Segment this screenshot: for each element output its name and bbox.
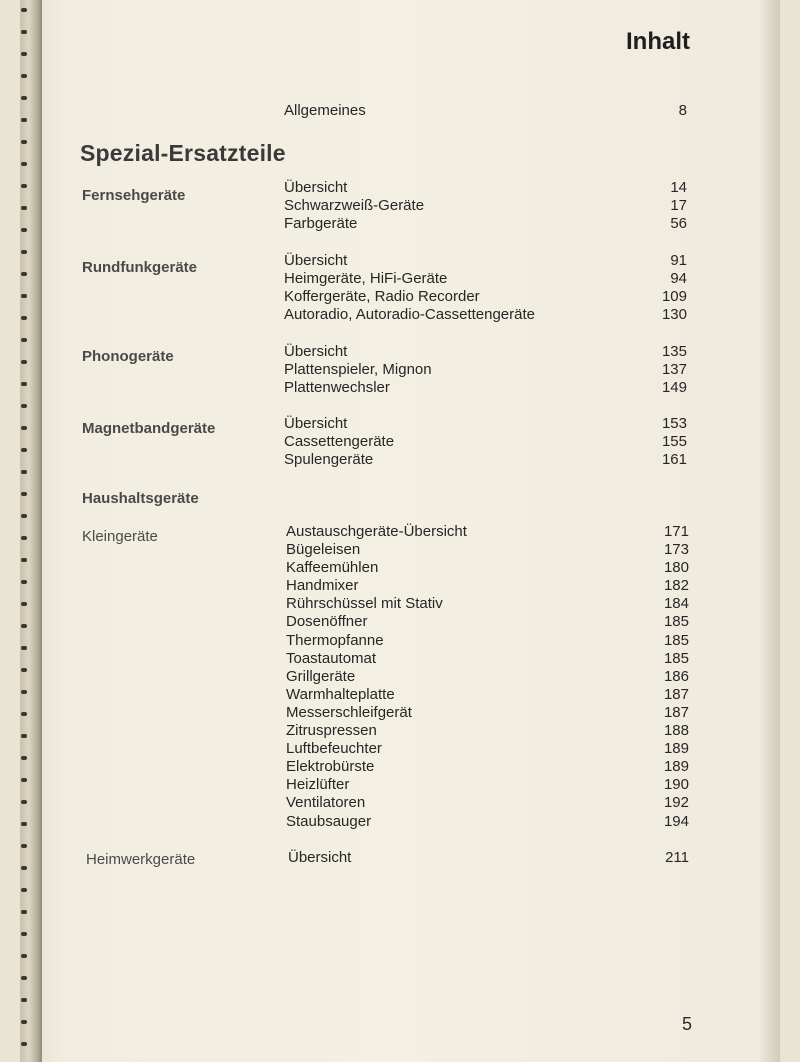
category-haushaltsgeraete: Haushaltsgeräte: [82, 490, 199, 507]
entry-label: Dosenöffner: [286, 613, 368, 631]
entry-label: Übersicht: [284, 415, 348, 432]
binding-hole: [21, 514, 27, 518]
entry-label: Autoradio, Autoradio-Cassettengeräte: [284, 306, 535, 324]
toc-entry: [284, 451, 687, 469]
entry-label: Koffergeräte, Radio Recorder: [284, 288, 480, 306]
entry-label: Übersicht: [284, 252, 348, 269]
binding-hole: [21, 184, 27, 188]
entry-label: Warmhalteplatte: [286, 685, 395, 703]
toc-entry: [284, 252, 687, 270]
toc-entry: [284, 306, 687, 324]
toc-entry: [284, 343, 687, 361]
entries-fernsehgeraete: [284, 179, 687, 233]
binding-hole: [21, 360, 27, 364]
toc-entry: [286, 686, 689, 704]
entry-label: Plattenwechsler: [284, 379, 390, 397]
entry-page: 190: [663, 776, 689, 794]
entry-label: Schwarzweiß-Geräte: [284, 197, 425, 215]
binding-hole: [21, 712, 27, 716]
toc-entry: [284, 415, 687, 433]
binding-hole: [21, 734, 27, 738]
entry-page: 91: [670, 252, 687, 269]
entry-page: 135: [661, 343, 687, 360]
toc-entry: [284, 433, 687, 451]
binding-hole: [21, 8, 27, 12]
binding-hole: [21, 162, 27, 166]
binding-hole: [21, 866, 27, 870]
document-page: [20, 0, 780, 1062]
binding-hole: [21, 470, 27, 474]
entry-page: 194: [663, 812, 689, 830]
toc-entry: [284, 102, 687, 120]
entry-label: Luftbefeuchter: [286, 740, 382, 758]
entry-page: 185: [663, 631, 689, 649]
entry-label: Bügeleisen: [286, 541, 361, 559]
binding-hole: [21, 888, 27, 892]
toc-entry: [286, 523, 689, 541]
binding-hole: [21, 998, 27, 1002]
entry-label: Ventilatoren: [286, 794, 366, 812]
entry-label: Grillgeräte: [286, 667, 356, 685]
binding-hole: [21, 910, 27, 914]
entries-phonogeraete: [284, 343, 687, 397]
binding-hole: [21, 228, 27, 232]
section-title: Spezial-Ersatzteile: [80, 140, 286, 166]
entry-page: 109: [661, 288, 687, 306]
entry-label: Handmixer: [286, 577, 359, 595]
binding-hole: [21, 800, 27, 804]
entry-label: Cassettengeräte: [284, 433, 395, 451]
entry-label: Staubsauger: [286, 812, 372, 830]
entry-page: 17: [670, 197, 687, 215]
toc-entry: [286, 613, 689, 631]
entry-page: 94: [670, 270, 687, 288]
binding-hole: [21, 74, 27, 78]
entry-page: 187: [663, 685, 689, 703]
toc-entry: [286, 668, 689, 686]
toc-entry: [286, 632, 689, 650]
binding-hole: [21, 624, 27, 628]
toc-entry: [284, 379, 687, 397]
binding-hole: [21, 756, 27, 760]
toc-entry: [286, 813, 689, 831]
toc-entry: [284, 361, 687, 379]
toc-entry: [286, 541, 689, 559]
binding-hole: [21, 646, 27, 650]
toc-entry: [286, 722, 689, 740]
entry-label: Rührschüssel mit Stativ: [286, 595, 443, 613]
page-edge-shadow: [758, 0, 780, 1062]
entry-page: 155: [661, 433, 687, 451]
binding-hole: [21, 426, 27, 430]
binding-hole: [21, 602, 27, 606]
entry-label: Austauschgeräte-Übersicht: [286, 523, 467, 540]
binding-hole: [21, 690, 27, 694]
page-title: Inhalt: [626, 28, 690, 55]
binding-hole: [21, 976, 27, 980]
entries-rundfunkgeraete: [284, 252, 687, 324]
entry-page: 211: [665, 849, 689, 866]
entry-label: Zitruspressen: [286, 722, 377, 740]
entry-label: Heimgeräte, HiFi-Geräte: [284, 270, 448, 288]
entry-page: 171: [663, 523, 689, 540]
binding-hole: [21, 294, 27, 298]
category-phonogeraete: Phonogeräte: [82, 348, 174, 365]
entry-page: 186: [663, 667, 689, 685]
entry-page: 130: [661, 306, 687, 324]
binding-hole: [21, 338, 27, 342]
binding-hole: [21, 316, 27, 320]
entry-label: Übersicht: [284, 343, 348, 360]
binding-hole: [21, 778, 27, 782]
binding-hole: [21, 536, 27, 540]
toc-entry: [286, 794, 689, 812]
toc-entry: [286, 559, 689, 577]
entry-page: 173: [663, 541, 689, 559]
binding-hole: [21, 492, 27, 496]
subcategory-heimwerkgeraete: Heimwerkgeräte: [86, 851, 196, 868]
entry-label: Spulengeräte: [284, 451, 374, 469]
toc-entry: [284, 197, 687, 215]
entry-page: 189: [663, 758, 689, 776]
toc-entry: [286, 704, 689, 722]
entry-label: Toastautomat: [286, 649, 377, 667]
toc-entry: [286, 758, 689, 776]
binding-hole: [21, 140, 27, 144]
binding-hole: [21, 932, 27, 936]
binding-hole: [21, 118, 27, 122]
entry-page: 182: [663, 577, 689, 595]
entry-page: 189: [663, 740, 689, 758]
binding-hole: [21, 1042, 27, 1046]
page-number: 5: [681, 1014, 692, 1034]
entry-label: Plattenspieler, Mignon: [284, 361, 432, 379]
subcategory-kleingeraete: Kleingeräte: [82, 528, 158, 545]
entry-label: Thermopfanne: [286, 631, 384, 649]
binding-hole: [21, 382, 27, 386]
entry-label: Allgemeines: [284, 102, 366, 119]
entry-page: 14: [670, 179, 687, 196]
entry-label: Übersicht: [284, 179, 348, 196]
binding-hole: [21, 206, 27, 210]
entry-label: Übersicht: [288, 849, 352, 866]
entry-page: 188: [663, 722, 689, 740]
binding-hole: [21, 558, 27, 562]
entry-page: 185: [663, 649, 689, 667]
entry-label: Heizlüfter: [286, 776, 350, 794]
toc-entry: [284, 270, 687, 288]
binding-hole: [21, 954, 27, 958]
binding-hole: [21, 250, 27, 254]
binding-hole: [21, 52, 27, 56]
entry-label: Kaffeemühlen: [286, 559, 379, 577]
toc-entry: [284, 288, 687, 306]
binding-hole: [21, 30, 27, 34]
entry-page: 187: [663, 703, 689, 721]
binding-hole: [21, 844, 27, 848]
toc-entry: [286, 650, 689, 668]
binding-hole: [21, 1020, 27, 1024]
toc-entry: [288, 849, 689, 867]
toc-entry: [286, 776, 689, 794]
binding-hole: [21, 822, 27, 826]
category-magnetbandgeraete: Magnetbandgeräte: [82, 420, 216, 437]
binding-hole: [21, 448, 27, 452]
entry-label: Elektrobürste: [286, 758, 375, 776]
toc-entry: [284, 215, 687, 233]
toc-entry: [286, 595, 689, 613]
entry-page: 185: [663, 613, 689, 631]
entry-label: Farbgeräte: [284, 215, 358, 233]
toc-entry: [286, 740, 689, 758]
category-fernsehgeraete: Fernsehgeräte: [82, 187, 186, 204]
binding-hole: [21, 96, 27, 100]
general-entry-block: [284, 102, 687, 120]
entry-page: 184: [663, 595, 689, 613]
binding-hole: [21, 668, 27, 672]
toc-entry: [284, 179, 687, 197]
entry-page: 180: [663, 559, 689, 577]
entries-kleingeraete: [286, 523, 689, 831]
category-rundfunkgeraete: Rundfunkgeräte: [82, 259, 198, 276]
entry-page: 8: [678, 102, 687, 119]
entry-page: 192: [663, 794, 689, 812]
binding-hole: [21, 580, 27, 584]
binding-hole: [21, 404, 27, 408]
entry-label: Messerschleifgerät: [286, 703, 412, 721]
entries-magnetbandgeraete: [284, 415, 687, 469]
entry-page: 56: [670, 215, 687, 233]
binding-hole: [21, 272, 27, 276]
entry-page: 153: [661, 415, 687, 432]
toc-entry: [286, 577, 689, 595]
entry-page: 137: [661, 361, 687, 379]
entries-heimwerkgeraete: [288, 849, 689, 867]
entry-page: 161: [661, 451, 687, 469]
entry-page: 149: [661, 379, 687, 397]
spiral-binding: [20, 0, 42, 1062]
